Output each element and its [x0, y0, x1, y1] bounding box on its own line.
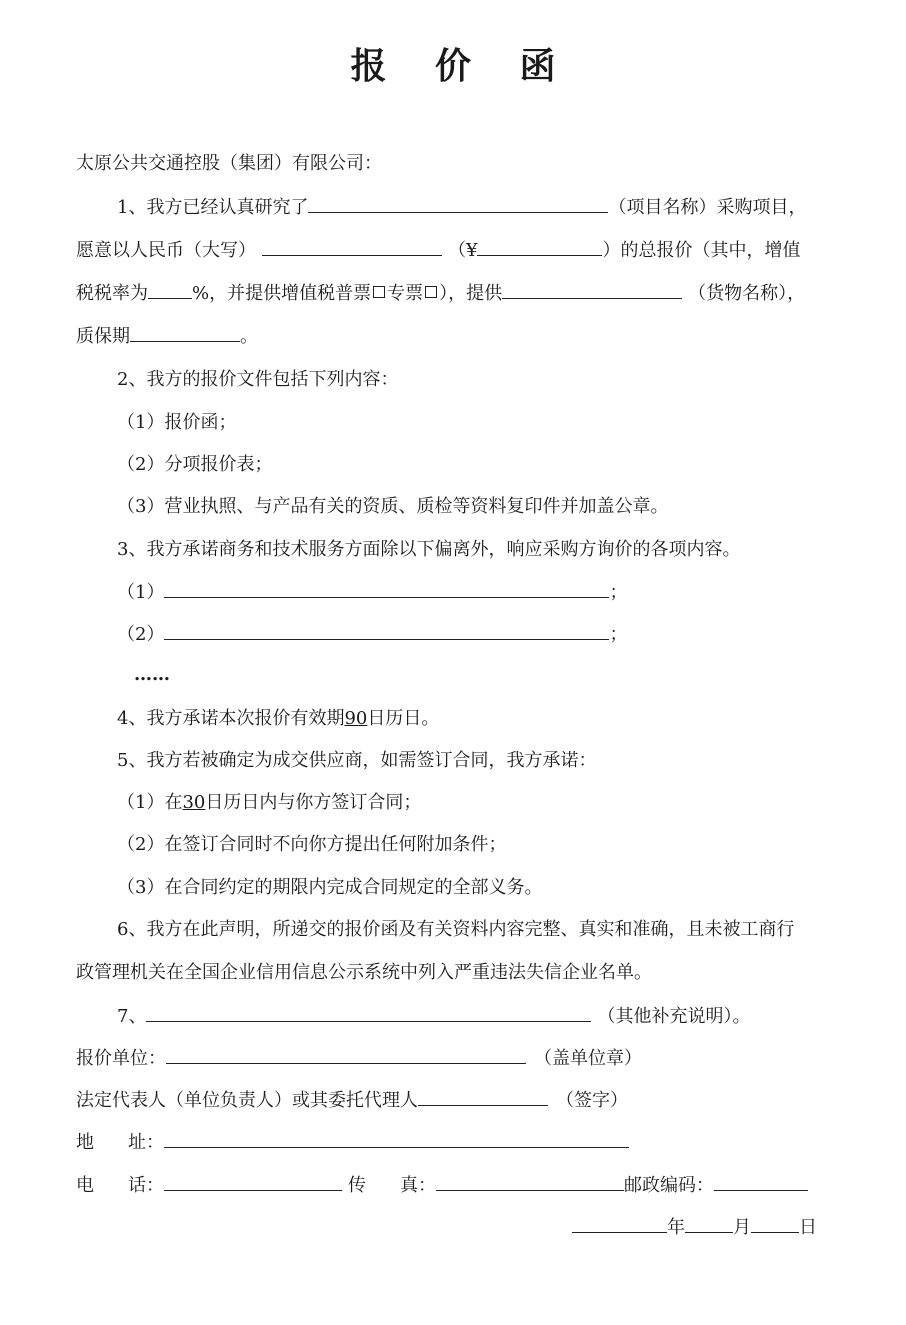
goods-name-field[interactable] [502, 280, 682, 299]
other-notes-field[interactable] [146, 1003, 591, 1022]
address-label-a: 地 [76, 1132, 94, 1153]
para4-text-b: 日历日。 [367, 708, 440, 729]
address-row [76, 1129, 629, 1156]
warranty-field[interactable] [130, 323, 240, 342]
postcode-label: 邮政编码： [624, 1175, 714, 1196]
para5-item-1-b: 日历日内与你方签订合同； [205, 792, 422, 813]
para5-item-1 [117, 790, 421, 816]
para5-item-3: （3）在合同约定的期限内完成合同规定的全部义务。 [117, 877, 543, 898]
para1-text-j: （货物名称）， [688, 283, 806, 304]
para2-item-2: （2）分项报价表； [117, 454, 273, 475]
year-field[interactable] [572, 1214, 667, 1233]
para1-text-g: %，并提供增值税普票 [192, 283, 372, 304]
address-label-b: 址： [128, 1132, 164, 1153]
seal-note: （盖单位章） [534, 1048, 642, 1069]
deviation-line-2 [117, 621, 627, 648]
fax-label-a: 传 [348, 1175, 366, 1196]
para1-text-b: （项目名称）采购项目， [608, 197, 807, 218]
para6-line2: 政管理机关在全国企业信用信息公示系统中列入严重违法失信企业名单。 [76, 962, 652, 983]
amount-figure-field[interactable] [477, 237, 602, 256]
deviation-2-label: （2） [117, 624, 165, 645]
para1-text-e: ）的总报价（其中，增值 [602, 240, 801, 261]
para2-item-3: （3）营业执照、与产品有关的资质、质检等资料复印件并加盖公章。 [117, 496, 669, 517]
month-field[interactable] [685, 1214, 733, 1233]
para1-line2 [76, 237, 800, 264]
para1-text-k: 质保期 [76, 326, 130, 347]
sign-note: （签字） [556, 1090, 628, 1111]
para4 [117, 706, 439, 732]
para7-text: （其他补充说明）。 [597, 1006, 751, 1027]
year-label: 年 [667, 1217, 685, 1238]
para1-line3 [76, 280, 805, 307]
para1-text-i: ），提供 [439, 283, 503, 304]
deviation-2-field[interactable] [164, 621, 609, 640]
fax-label-b: 真： [400, 1175, 436, 1196]
para1-text-c: 愿意以人民币（大写） [76, 240, 256, 261]
deviation-line-1 [117, 579, 627, 606]
validity-days: 90 [344, 708, 368, 729]
tax-rate-field[interactable] [148, 280, 192, 299]
para1-line1 [117, 194, 806, 221]
para7-label: 7、 [117, 1006, 147, 1027]
special-invoice-checkbox[interactable] [425, 286, 437, 298]
para1-line4 [76, 323, 258, 350]
unit-row [76, 1045, 642, 1072]
para1-text-f: 税税率为 [76, 283, 148, 304]
tel-label-b: 话： [128, 1175, 164, 1196]
date-row [572, 1214, 817, 1241]
para1-text-a: 1、我方已经认真研究了 [117, 197, 309, 218]
para7 [117, 1003, 750, 1030]
para4-text-a: 4、我方承诺本次报价有效期 [117, 708, 345, 729]
rep-field[interactable] [418, 1087, 548, 1106]
para1-text-h: 专票 [387, 283, 424, 304]
tel-field[interactable] [164, 1172, 342, 1191]
contact-row [76, 1172, 808, 1199]
rep-row [76, 1087, 628, 1114]
ordinary-invoice-checkbox[interactable] [373, 286, 385, 298]
day-label: 日 [799, 1217, 817, 1238]
ellipsis: …… [134, 664, 170, 685]
fax-field[interactable] [436, 1172, 624, 1191]
para6-line1: 6、我方在此声明，所递交的报价函及有关资料内容完整、真实和准确，且未被工商行 [117, 919, 795, 940]
para2-item-1: （1）报价函； [117, 412, 237, 433]
amount-words-field[interactable] [262, 237, 442, 256]
deviation-1-label: （1） [117, 582, 165, 603]
para2-head: 2、我方的报价文件包括下列内容： [117, 369, 399, 390]
deviation-1-field[interactable] [164, 579, 609, 598]
para1-text-l: 。 [240, 326, 258, 347]
document-title: 报 价 函 [350, 46, 574, 87]
tel-label-a: 电 [76, 1175, 94, 1196]
deviation-2-end: ； [609, 624, 628, 645]
unit-label: 报价单位： [76, 1048, 166, 1069]
para5-item-2: （2）在签订合同时不向你方提出任何附加条件； [117, 834, 507, 855]
unit-field[interactable] [166, 1045, 526, 1064]
month-label: 月 [733, 1217, 751, 1238]
postcode-field[interactable] [714, 1172, 808, 1191]
project-name-field[interactable] [308, 194, 608, 213]
para1-text-d: （¥ [448, 240, 478, 261]
recipient: 太原公共交通控股（集团）有限公司： [76, 153, 382, 174]
para5-item-1-a: （1）在 [117, 792, 183, 813]
para3-head: 3、我方承诺商务和技术服务方面除以下偏离外，响应采购方询价的各项内容。 [117, 539, 741, 560]
para5-head: 5、我方若被确定为成交供应商，如需签订合同，我方承诺： [117, 750, 597, 771]
address-field[interactable] [164, 1129, 629, 1148]
deviation-1-end: ； [609, 582, 628, 603]
day-field[interactable] [751, 1214, 799, 1233]
rep-label: 法定代表人（单位负责人）或其委托代理人 [76, 1090, 418, 1111]
contract-days: 30 [182, 792, 206, 813]
